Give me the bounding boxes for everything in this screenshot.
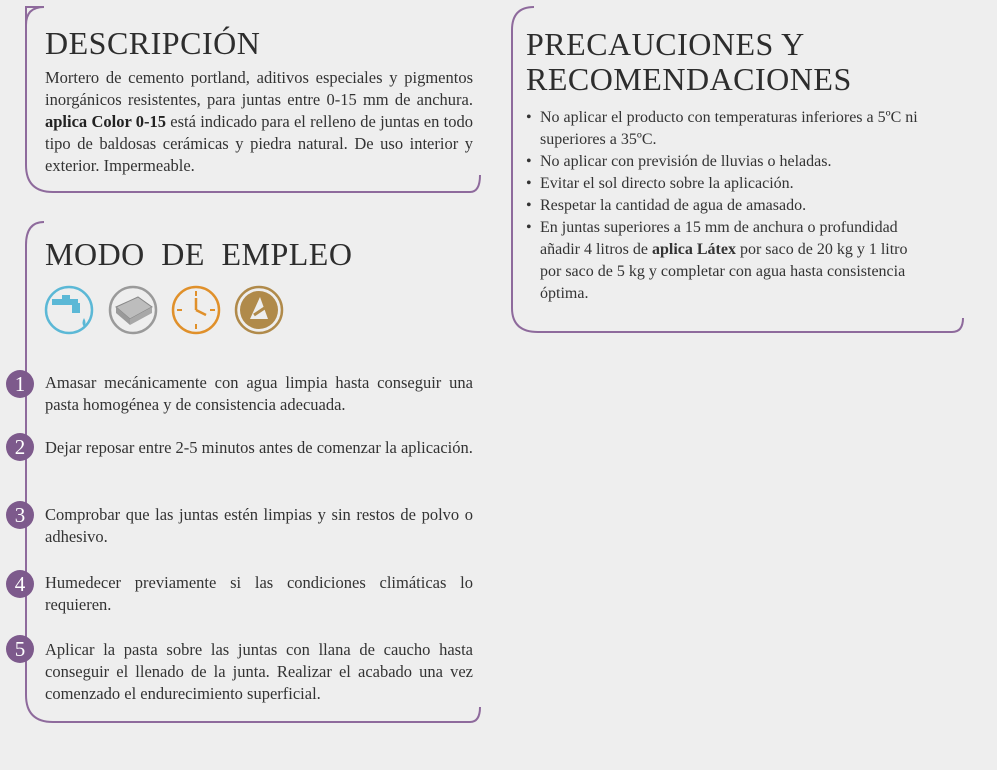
list-item bbox=[526, 217, 926, 305]
descripcion-title: DESCRIPCIÓN bbox=[45, 25, 261, 61]
modo-empleo-panel bbox=[0, 215, 500, 735]
step-text: Comprobar que las juntas estén limpias y sin restos de polvo o adhesivo. bbox=[45, 505, 473, 546]
step-number-badge: 1 bbox=[6, 370, 34, 398]
icon-row bbox=[44, 285, 284, 337]
precauciones-title-line1: PRECAUCIONES Y bbox=[526, 26, 805, 62]
list-item: • Evitar el sol directo sobre la aplicación. bbox=[526, 173, 926, 195]
step-text: Humedecer previamente si las condiciones climáticas lo requieren. bbox=[45, 573, 473, 614]
descripcion-text-post: está indicado para el relleno de juntas en todo tipo de baldosas cerámicas y piedra natural. De uso interior y exterior. Impermeable. bbox=[45, 112, 473, 175]
descripcion-panel bbox=[0, 0, 500, 200]
step-text: Aplicar la pasta sobre las juntas con llana de caucho hasta conseguir el llenado de la junta. Realizar el acabado una vez comenzado el endurecimiento superficial. bbox=[45, 640, 473, 703]
descripcion-text-pre: Mortero de cemento portland, aditivos especiales y pigmentos inorgánicos resistentes, para juntas entre 0-15 mm de anchura. bbox=[45, 68, 473, 109]
list-item-text-pre: En juntas superiores a 15 mm de anchura o profundidad añadir 4 litros de bbox=[540, 219, 898, 258]
clock-icon bbox=[171, 285, 221, 335]
step-text: Dejar reposar entre 2-5 minutos antes de comenzar la aplicación. bbox=[45, 438, 473, 457]
list-item-text-post: por saco de 20 kg y 1 litro por saco de 5 kg y completar con agua hasta consistencia óptima. bbox=[540, 241, 908, 302]
descripcion-text bbox=[45, 67, 473, 177]
precauciones-list bbox=[526, 107, 926, 305]
step-number-badge: 3 bbox=[6, 501, 34, 529]
product-name: aplica Color 0-15 bbox=[45, 112, 166, 131]
precauciones-panel bbox=[500, 0, 980, 340]
list-item: • No aplicar el producto con temperaturas inferiores a 5ºC ni superiores a 35ºC. bbox=[526, 107, 926, 151]
product-name: aplica Látex bbox=[651, 241, 736, 258]
water-tap-icon bbox=[44, 285, 94, 335]
step-number-badge: 4 bbox=[6, 570, 34, 598]
trowel-icon bbox=[234, 285, 284, 335]
modo-empleo-title: MODO DE EMPLEO bbox=[45, 236, 353, 272]
list-item: • No aplicar con previsión de lluvias o heladas. bbox=[526, 151, 926, 173]
step-number-badge: 5 bbox=[6, 635, 34, 663]
tray-icon bbox=[108, 285, 158, 335]
list-item: • Respetar la cantidad de agua de amasado. bbox=[526, 195, 926, 217]
step-text: Amasar mecánicamente con agua limpia hasta conseguir una pasta homogénea y de consistencia adecuada. bbox=[45, 373, 473, 414]
step-number-badge: 2 bbox=[6, 433, 34, 461]
precauciones-title-line2: RECOMENDACIONES bbox=[526, 61, 852, 97]
